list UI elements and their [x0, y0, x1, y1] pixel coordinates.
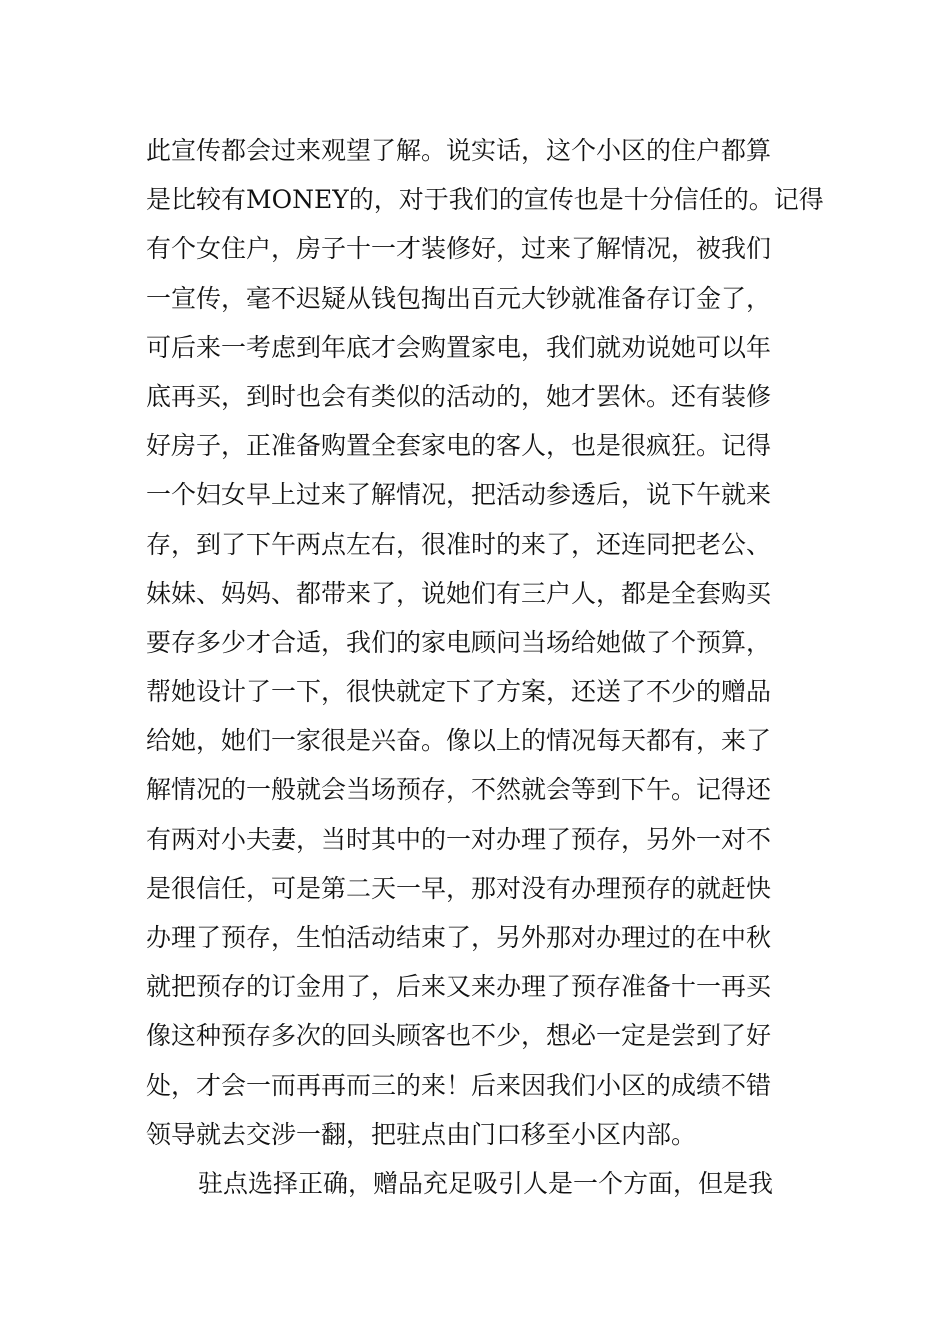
paragraph-2 — [146, 1159, 826, 1208]
text-line: 此宣传都会过来观望了解。说实话，这个小区的住户都算 — [146, 136, 772, 165]
text-line: 是很信任，可是第二天一早，那对没有办理预存的就赶快 — [146, 873, 772, 903]
paragraph-1 — [146, 126, 826, 1159]
text-line: 办理了预存，生怕活动结束了，另外那对办理过的在中秋 — [146, 923, 772, 952]
text-line: 要存多少才合适，我们的家电顾问当场给她做了个预算， — [146, 627, 772, 657]
text-line: 驻点选择正确，赠品充足吸引人是一个方面，但是我 — [198, 1168, 774, 1198]
text-line: 像这种预存多次的回头顾客也不少，想必一定是尝到了好 — [146, 1021, 772, 1051]
text-line: 给她，她们一家很是兴奋。像以上的情况每天都有，来了 — [146, 726, 772, 756]
text-line: 可后来一考虑到年底才会购置家电，我们就劝说她可以年 — [146, 332, 772, 362]
text-line: 一宣传，毫不迟疑从钱包掏出百元大钞就准备存订金了， — [146, 283, 772, 313]
text-line: 帮她设计了一下，很快就定下了方案，还送了不少的赠品 — [146, 677, 772, 707]
text-line: 有两对小夫妻，当时其中的一对办理了预存，另外一对不 — [146, 824, 772, 854]
text-line: 一个妇女早上过来了解情况，把活动参透后，说下午就来 — [146, 480, 772, 510]
text-line: 底再买，到时也会有类似的活动的，她才罢休。还有装修 — [146, 381, 772, 411]
text-line: 存，到了下午两点左右，很准时的来了，还连同把老公、 — [146, 529, 772, 559]
document-body — [146, 126, 826, 1208]
text-line: 解情况的一般就会当场预存，不然就会等到下午。记得还 — [146, 775, 772, 805]
text-line: 好房子，正准备购置全套家电的客人，也是很疯狂。记得 — [146, 431, 772, 461]
text-line: 处，才会一而再再而三的来！后来因我们小区的成绩不错 — [146, 1070, 772, 1100]
text-line: 妹妹、妈妈、都带来了，说她们有三户人，都是全套购买 — [146, 578, 772, 608]
text-line: 是比较有MONEY的，对于我们的宣传也是十分信任的。记得 — [146, 185, 824, 215]
text-line: 领导就去交涉一翻，把驻点由门口移至小区内部。 — [146, 1119, 697, 1149]
text-line: 有个女住户，房子十一才装修好，过来了解情况，被我们 — [146, 234, 772, 264]
text-line: 就把预存的订金用了，后来又来办理了预存准备十一再买 — [146, 972, 772, 1002]
